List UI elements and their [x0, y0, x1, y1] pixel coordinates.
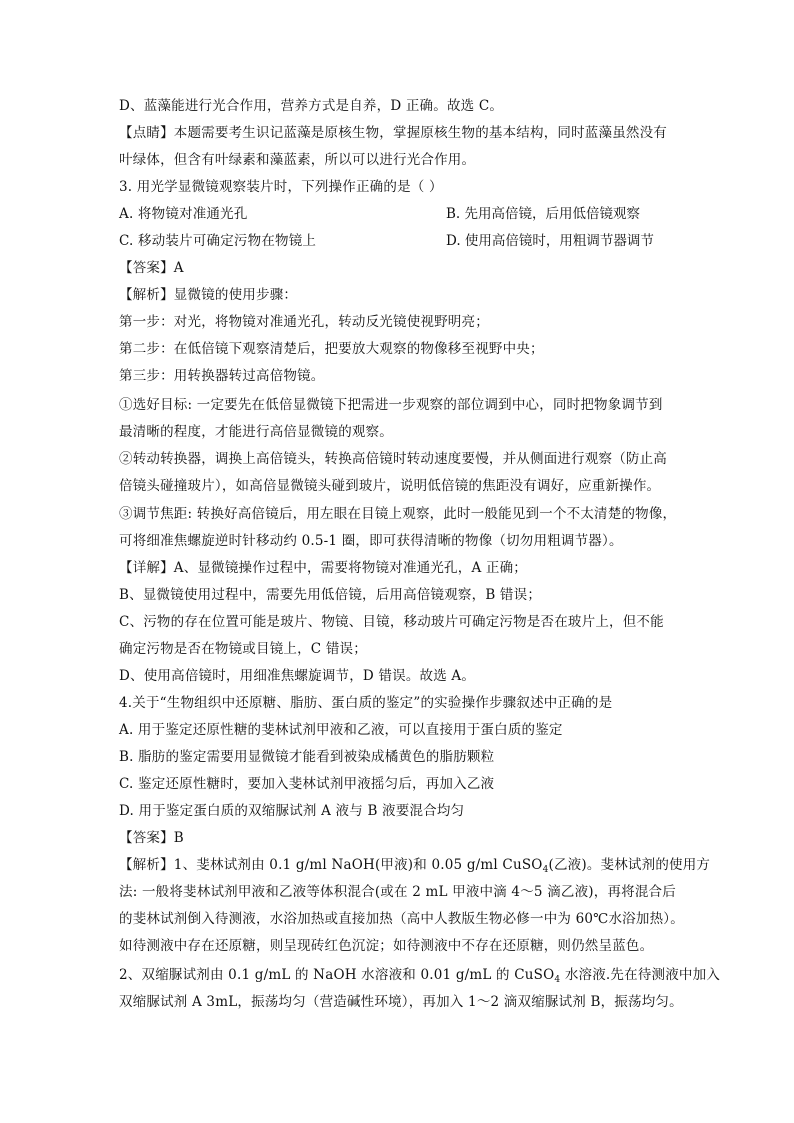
q3-option-a: A. 将物镜对准通光孔	[119, 206, 248, 222]
analysis-line: ②转动转换器，调换上高倍镜头，转换高倍镜时转动速度要慢，并从侧面进行观察（防止高	[119, 451, 667, 467]
q4-analysis-line: 如待测液中存在还原糖，则呈现砖红色沉淀；如待测液中不存在还原糖，则仍然呈蓝色。	[119, 938, 654, 954]
text-line: 【点睛】本题需要考生识记蓝藻是原核生物，掌握原核生物的基本结构，同时蓝藻虽然没有	[119, 125, 667, 141]
q4-analysis-line	[119, 966, 720, 989]
q3-option-b: B. 先用高倍镜，后用低倍镜观察	[446, 206, 641, 222]
analysis-line: 最清晰的程度，才能进行高倍显微镜的观察。	[119, 424, 393, 440]
q4-option-d: D. 用于鉴定蛋白质的双缩脲试剂 A 液与 B 液要混合均匀	[119, 803, 465, 819]
analysis-line: ③调节焦距: 转换好高倍镜后，用左眼在目镜上观察，此时一般能见到一个不太清楚的物像，	[119, 506, 677, 522]
question-4-title: 4.关于“生物组织中还原糖、脂肪、蛋白质的鉴定”的实验操作步骤叙述中正确的是	[119, 695, 613, 711]
text-run: 水溶液.先在待测液中加入	[560, 967, 721, 983]
text-line: D、蓝藻能进行光合作用，营养方式是自养，D 正确。故选 C。	[119, 98, 504, 114]
q4-option-c: C. 鉴定还原性糖时，要加入斐林试剂甲液摇匀后，再加入乙液	[119, 776, 495, 792]
text-run: 2、双缩脲试剂由 0.1 g/mL 的 NaOH 水溶液和 0.01 g/mL 的 CuSO	[119, 967, 555, 983]
q3-answer: 【答案】A	[119, 260, 184, 276]
analysis-line: 第一步：对光，将物镜对准通光孔，转动反光镜使视野明亮；	[119, 314, 489, 330]
analysis-line: ①选好目标: 一定要先在低倍显微镜下把需进一步观察的部位调到中心，同时把物象调节到	[119, 397, 663, 413]
text-run: 【解析】1、斐林试剂由 0.1 g/ml NaOH(甲液)和 0.05 g/ml CuSO	[119, 857, 543, 873]
text-line: 叶绿体，但含有叶绿素和藻蓝素，所以可以进行光合作用。	[119, 152, 476, 168]
q4-analysis-line	[119, 856, 710, 879]
q4-answer: 【答案】B	[119, 830, 184, 846]
q4-analysis-line: 的斐林试剂倒入待测液，水浴加热或直接加热（高中人教版生物必修一中为 60℃水浴加热）。	[119, 911, 684, 927]
detail-line: D、使用高倍镜时，用细准焦螺旋调节，D 错误。故选 A。	[119, 668, 476, 684]
detail-line: 确定污物是否在物镜或目镜上，C 错误；	[119, 641, 367, 657]
q4-option-b: B. 脂肪的鉴定需要用显微镜才能看到被染成橘黄色的脂肪颗粒	[119, 749, 495, 765]
analysis-line: 可将细准焦螺旋逆时针移动约 0.5-1 圈，即可获得清晰的物像（切勿用粗调节器）。	[119, 533, 623, 549]
analysis-line: 第三步：用转换器转过高倍物镜。	[119, 368, 325, 384]
q4-analysis-line: 法: 一般将斐林试剂甲液和乙液等体积混合(或在 2 mL 甲液中滴 4～5 滴乙液)，再将混合后	[119, 884, 676, 900]
analysis-line: 【解析】显微镜的使用步骤：	[119, 287, 298, 303]
q4-analysis-line: 双缩脲试剂 A 3mL，振荡均匀（营造碱性环境），再加入 1～2 滴双缩脲试剂 B，振荡均匀。	[119, 994, 683, 1010]
q3-option-c: C. 移动装片可确定污物在物镜上	[119, 233, 317, 249]
q4-option-a: A. 用于鉴定还原性糖的斐林试剂甲液和乙液，可以直接用于蛋白质的鉴定	[119, 722, 563, 738]
detail-line: B、显微镜使用过程中，需要先用低倍镜，后用高倍镜观察，B 错误；	[119, 587, 542, 603]
subscript: 4	[554, 975, 561, 985]
text-run: (乙液)。斐林试剂的使用方	[548, 857, 711, 873]
subscript: 4	[542, 865, 549, 875]
question-3-title: 3. 用光学显微镜观察装片时，下列操作正确的是（ ）	[119, 179, 443, 195]
q3-option-d: D. 使用高倍镜时，用粗调节器调节	[446, 233, 654, 249]
analysis-line: 第二步：在低倍镜下观察清楚后，把要放大观察的物像移至视野中央；	[119, 341, 544, 357]
analysis-line: 倍镜头碰撞玻片），如高倍显微镜头碰到玻片，说明低倍镜的焦距没有调好，应重新操作。	[119, 478, 661, 494]
detail-line: C、污物的存在位置可能是玻片、物镜、目镜，移动玻片可确定污物是否在玻片上，但不能	[119, 614, 664, 630]
detail-line: 【详解】A、显微镜操作过程中，需要将物镜对准通光孔，A 正确；	[119, 560, 527, 576]
